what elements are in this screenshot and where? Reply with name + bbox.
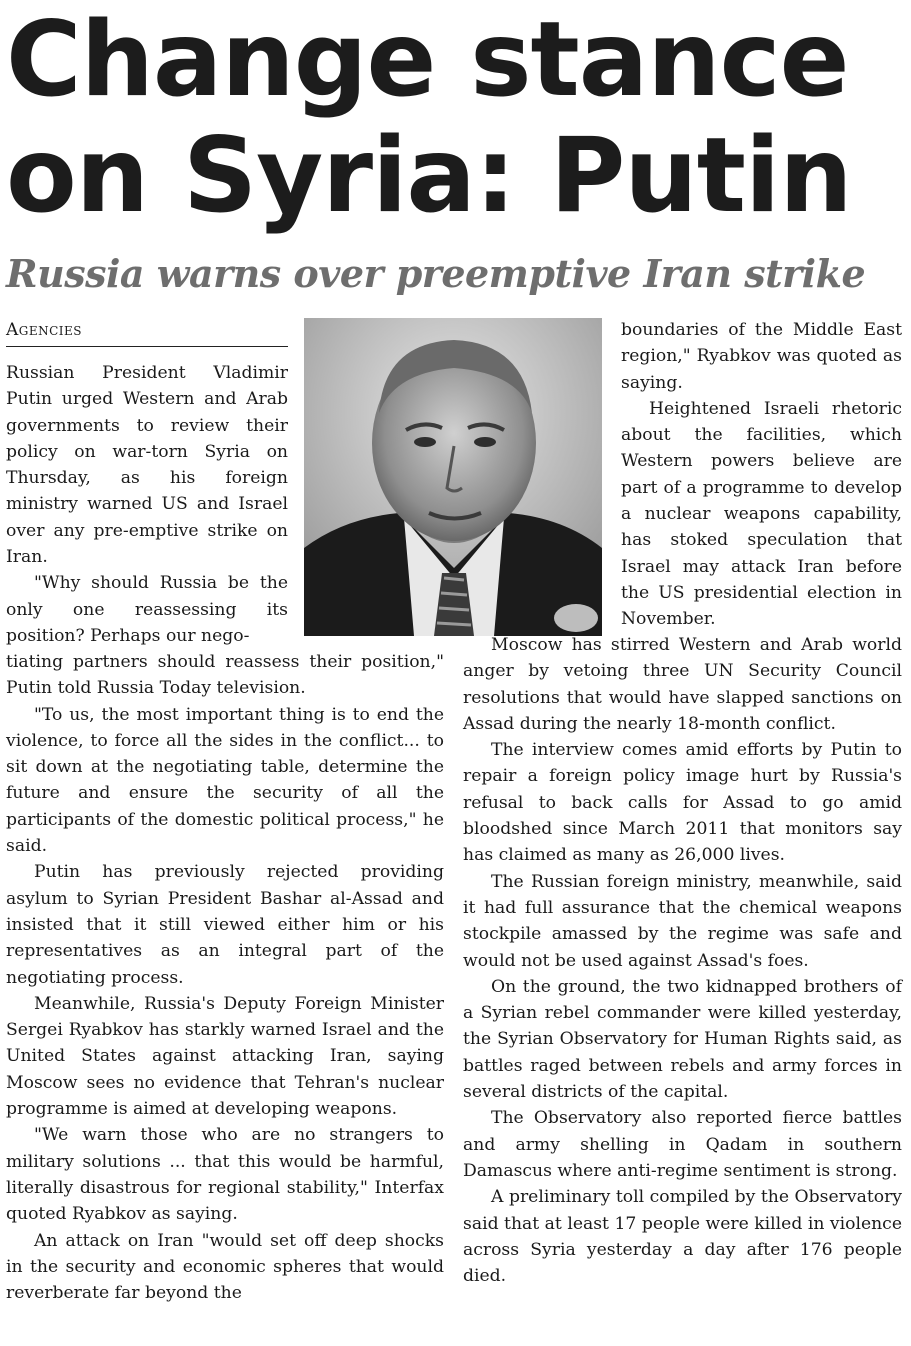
paragraph: "Why should Russia be the only one reassessing its position? Perhaps our nego- [6,573,288,646]
byline: Agencies [6,318,288,347]
paragraph: "To us, the most important thing is to end the violence, to force all the sides in the conflict... to sit down at the negotiating table, determine the future and ensure the security of all the participants of the domestic political process," he said. [6,704,444,857]
subheadline: Russia warns over preemptive Iran strike [6,251,866,296]
left-column-wide [6,649,444,1306]
paragraph: tiating partners should reassess their position," Putin told Russia Today television. [6,652,444,699]
paragraph: The Observatory also reported fierce battles and army shelling in Qadam in southern Damascus where anti-regime sentiment is strong. [463,1108,902,1181]
right-column-top [621,317,902,633]
paragraph: Putin has previously rejected providing asylum to Syrian President Bashar al-Assad and insisted that it still viewed either him or his representatives as an integral part of the negotiating process. [6,862,444,988]
paragraph: The interview comes amid efforts by Putin to repair a foreign policy image hurt by Russia's refusal to back calls for Assad to go amid bloodshed since March 2011 that monitors say has claimed as many as 26,000 lives. [463,740,902,866]
left-column-top [6,360,288,649]
headline [6,2,906,234]
article-photo [304,318,602,636]
paragraph: Russian President Vladimir Putin urged Western and Arab governments to review their policy on war-torn Syria on Thursday, as his foreign ministry warned US and Israel over any pre-emptive strike on Iran. [6,363,288,568]
paragraph: A preliminary toll compiled by the Observatory said that at least 17 people were killed in violence across Syria yesterday a day after 176 people died. [463,1187,902,1287]
headline-line-1: Change stance [6,0,849,120]
paragraph: "We warn those who are no strangers to military solutions ... that this would be harmful, literally disastrous for regional stability," Interfax quoted Ryabkov as saying. [6,1125,444,1225]
paragraph: boundaries of the Middle East region," Ryabkov was quoted as saying. [621,320,902,393]
paragraph: On the ground, the two kidnapped brothers of a Syrian rebel commander were killed yesterday, the Syrian Observatory for Human Rights said, as battles raged between rebels and army forces in several districts of the capital. [463,976,902,1103]
portrait-photo-icon [304,318,602,636]
paragraph: Heightened Israeli rhetoric about the facilities, which Western powers believe are part of a programme to develop a nuclear weapons capability, has stoked speculation that Israel may attack Iran before the US presidential election in November. [621,398,902,630]
paragraph: An attack on Iran "would set off deep shocks in the security and economic spheres that would reverberate far beyond the [6,1230,444,1304]
paragraph: Moscow has stirred Western and Arab world anger by vetoing three UN Security Council resolutions that would have slapped sanctions on Assad during the nearly 18-month conflict. [463,635,902,734]
right-column-wide [463,632,902,1289]
headline-line-2: on Syria: Putin [6,116,852,236]
paragraph: Meanwhile, Russia's Deputy Foreign Minister Sergei Ryabkov has starkly warned Israel and the United States against attacking Iran, saying Moscow sees no evidence that Tehran's nuclear programme is aimed at developing weapons. [6,993,444,1120]
paragraph: The Russian foreign ministry, meanwhile, said it had full assurance that the chemical weapons stockpile amassed by the regime was safe and would not be used against Assad's foes. [463,871,902,971]
